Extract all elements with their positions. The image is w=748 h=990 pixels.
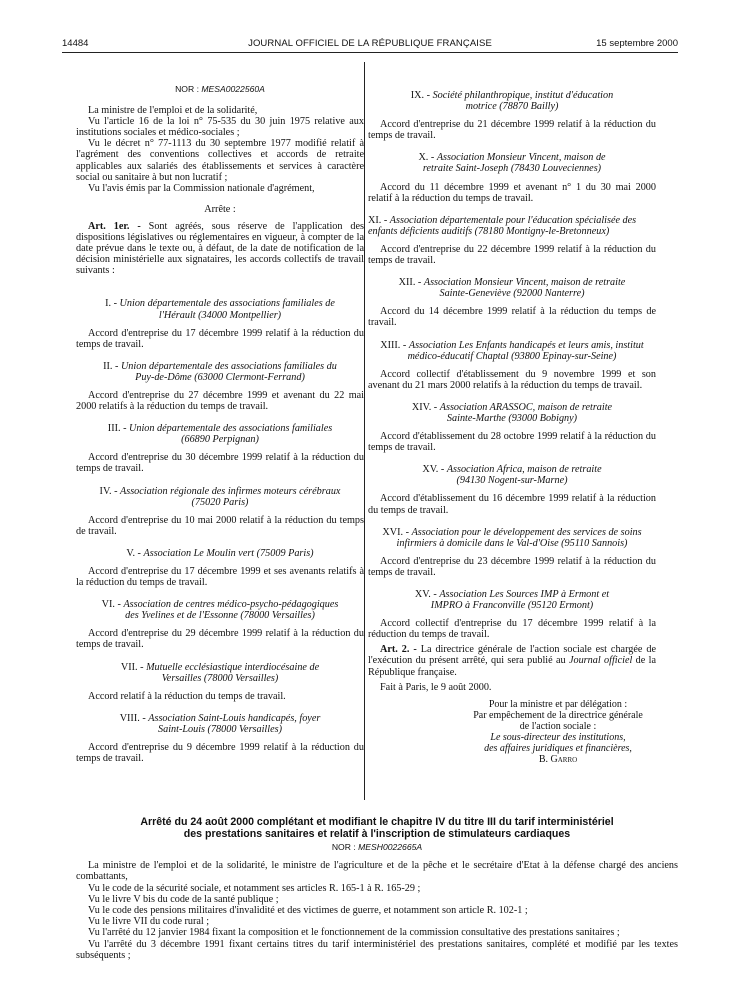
decree-paragraph: Vu l'arrêté du 12 janvier 1984 fixant la composition et le fonctionnement de la commission consultative des prestations sanitaires ; [88, 927, 620, 939]
item-text: Accord d'entreprise du 21 décembre 1999 relatif à la réduction du temps de travail. [368, 119, 656, 142]
item-text: Accord d'entreprise du 30 décembre 1999 relatif à la réduction du temps de travail. [76, 452, 364, 475]
item-text: Accord d'entreprise du 9 décembre 1999 relatif à la réduction du temps de travail. [76, 742, 364, 765]
item-heading: VI. - Association de centres médico-psycho-pédagogiques des Yvelines et de l'Essonne (78000 Versailles) [101, 599, 339, 622]
intro-paragraph: La ministre de l'emploi et de la solidarité, [88, 105, 258, 117]
decree-title: Arrêté du 24 août 2000 complétant et modifiant le chapitre IV du titre III du tarif interministériel des prestations sanitaires et relatif à l'inscription de stimulateurs cardiaques [140, 816, 614, 840]
agreement-item [368, 340, 656, 391]
decree-paragraph: Vu le livre VII du code rural ; [88, 916, 210, 928]
column-divider [364, 62, 365, 800]
nor-reference: NOR : MESA0022560A [175, 84, 265, 94]
nor-code: MESH0022665A [358, 842, 423, 852]
item-text: Accord d'entreprise du 22 décembre 1999 relatif à la réduction du temps de travail. [368, 243, 656, 267]
signature-block: Pour la ministre et par délégation : Par empêchement de la directrice générale de l'action sociale : Le sous-directeur des institutions, des affaires juridiques et financières, B. Garro [460, 699, 656, 765]
item-text: Accord du 14 décembre 1999 relatif à la réduction du temps de travail. [368, 306, 656, 329]
article-1: Art. 1er. - Sont agréés, sous réserve de l'application des dispositions législatives ou réglementaires en vigueur, à compter de la date prévue dans le texte ou, à défaut, de la date de notification de la décision ministérielle aux signataires, les accords collectifs de travail suivants : [76, 220, 364, 277]
item-text: Accord d'entreprise du 10 mai 2000 relatif à la réduction du temps de travail. [76, 514, 364, 537]
item-text: Accord d'entreprise du 23 décembre 1999 relatif à la réduction du temps de travail. [368, 555, 656, 578]
agreement-item [76, 599, 364, 650]
agreement-item [76, 361, 364, 412]
left-column [76, 84, 364, 764]
agreement-item [368, 589, 656, 640]
item-text: Accord du 11 décembre 1999 et avenant n° 1 du 30 mai 2000 relatif à la réduction du temps de travail. [368, 181, 656, 204]
item-text: Accord d'entreprise du 17 décembre 1999 et ses avenants relatifs à la réduction du temps de travail. [76, 566, 364, 589]
item-text: Accord d'entreprise du 27 décembre 1999 et avenant du 22 mai 2000 relatifs à la réduction du temps de travail. [76, 389, 364, 413]
decree-paragraph: Vu le livre V bis du code de la santé publique ; [88, 893, 279, 905]
item-heading: II. - Union départementale des associations familiales du Puy-de-Dôme (63000 Clermont-Ferrand) [103, 360, 337, 383]
issue-date: 15 septembre 2000 [596, 38, 678, 49]
item-heading: XIV. - Association ARASSOC, maison de retraite Sainte-Marthe (93000 Bobigny) [411, 401, 613, 424]
agreement-item [368, 527, 656, 578]
intro-paragraph: Vu l'avis émis par la Commission nationale d'agrément, [88, 182, 315, 194]
decree-paragraph: Vu l'arrêté du 3 décembre 1991 fixant certains titres du tarif interministériel des prestations sanitaires, complété et modifié par les textes subséquents ; [76, 938, 678, 961]
item-text: Accord d'entreprise du 17 décembre 1999 relatif à la réduction du temps de travail. [76, 327, 364, 350]
agreement-item [76, 298, 364, 349]
item-text: Accord collectif d'entreprise du 17 décembre 1999 relatif à la réduction du temps de travail. [368, 618, 656, 641]
item-text: Accord relatif à la réduction du temps de travail. [88, 690, 286, 702]
page-header [62, 38, 678, 52]
agreement-item [76, 662, 364, 702]
item-heading: XV. - Association Les Sources IMP à Ermont et IMPRO à Franconville (95120 Ermont) [414, 589, 610, 612]
item-text: Accord d'établissement du 28 octobre 1999 relatif à la réduction du temps de travail. [368, 431, 656, 454]
item-heading: XI. - Association départementale pour l'éducation spécialisée des enfants déficients auditifs (78180 Montigny-le-Bretonneux) [368, 214, 637, 237]
header-rule [62, 52, 678, 53]
item-heading: X. - Association Monsieur Vincent, maison de retraite Saint-Joseph (78430 Louveciennes) [418, 152, 606, 175]
arrete-label: Arrête : [204, 203, 236, 215]
signature-date: Fait à Paris, le 9 août 2000. [380, 681, 492, 693]
item-heading: XVI. - Association pour le développement des services de soins infirmiers à domicile dans le Val-d'Oise (95110 Sannois) [382, 526, 642, 549]
item-text: Accord collectif d'établissement du 9 novembre 1999 et son avenant du 21 mars 2000 relatifs à la réduction du temps de travail. [368, 368, 656, 391]
agreement-item [76, 486, 364, 537]
signatory-name: B. Garro [538, 753, 578, 765]
item-heading: III. - Union départementale des associations familiales (66890 Perpignan) [107, 423, 333, 446]
agreement-item [368, 402, 656, 453]
nor-code: MESA0022560A [201, 84, 265, 94]
page-number: 14484 [62, 38, 89, 49]
item-heading: XIII. - Association Les Enfants handicapés et leurs amis, institut médico-éducatif Chaptal (93800 Epinay-sur-Seine) [380, 339, 644, 362]
item-heading: V. - Association Le Moulin vert (75009 Paris) [126, 547, 314, 559]
item-heading: VIII. - Association Saint-Louis handicapés, foyer Saint-Louis (78000 Versailles) [119, 712, 321, 735]
item-heading: XII. - Association Monsieur Vincent, maison de retraite Sainte-Geneviève (92000 Nanterre) [398, 277, 626, 300]
article-2: Art. 2. - La directrice générale de l'action sociale est chargée de l'exécution du présent arrêté, qui sera publié au Journal officiel de la République française. [368, 644, 656, 678]
agreement-item [368, 90, 656, 141]
item-heading: IV. - Association régionale des infirmes moteurs cérébraux (75020 Paris) [99, 485, 341, 508]
intro-paragraph: Vu l'article 16 de la loi n° 75-535 du 30 juin 1975 relative aux institutions sociales et médico-sociales ; [76, 116, 364, 139]
agreement-item [76, 548, 364, 588]
intro-paragraph: Vu le décret n° 77-1113 du 30 septembre 1977 modifié relatif à l'agrément des conventions collectives et accords de retraite applicables aux salariés des établissements et services à caractère social ou sanitaire à but non lucratif ; [76, 138, 364, 183]
second-decree [76, 816, 678, 961]
item-text: Accord d'établissement du 16 décembre 1999 relatif à la réduction du temps de travail. [368, 493, 656, 516]
item-heading: I. - Union départementale des associations familiales de l'Hérault (34000 Montpellier) [105, 298, 335, 321]
decree-paragraph: La ministre de l'emploi et de la solidarité, le ministre de l'agriculture et de la pêche et le secrétaire d'Etat à la défense chargé des anciens combattants, [76, 860, 678, 883]
agreement-item [368, 152, 656, 203]
agreement-item [76, 713, 364, 764]
nor-reference: NOR : MESH0022665A [331, 842, 423, 852]
right-column [368, 90, 656, 765]
item-heading: IX. - Société philanthropique, institut d'éducation motrice (78870 Bailly) [410, 90, 614, 113]
item-text: Accord d'entreprise du 29 décembre 1999 relatif à la réduction du temps de travail. [76, 628, 364, 651]
agreement-item [368, 464, 656, 515]
agreement-item [76, 423, 364, 474]
journal-title: JOURNAL OFFICIEL DE LA RÉPUBLIQUE FRANÇAISE [248, 38, 492, 49]
item-heading: XV. - Association Africa, maison de retraite (94130 Nogent-sur-Marne) [422, 464, 602, 487]
agreement-item [368, 215, 656, 266]
decree-paragraph: Vu le code des pensions militaires d'invalidité et des victimes de guerre, et notamment son article R. 102-1 ; [88, 905, 528, 917]
item-heading: VII. - Mutuelle ecclésiastique interdiocésaine de Versailles (78000 Versailles) [120, 661, 320, 684]
decree-paragraph: Vu le code de la sécurité sociale, et notamment ses articles R. 165-1 à R. 165-29 ; [88, 882, 421, 894]
agreement-item [368, 277, 656, 328]
